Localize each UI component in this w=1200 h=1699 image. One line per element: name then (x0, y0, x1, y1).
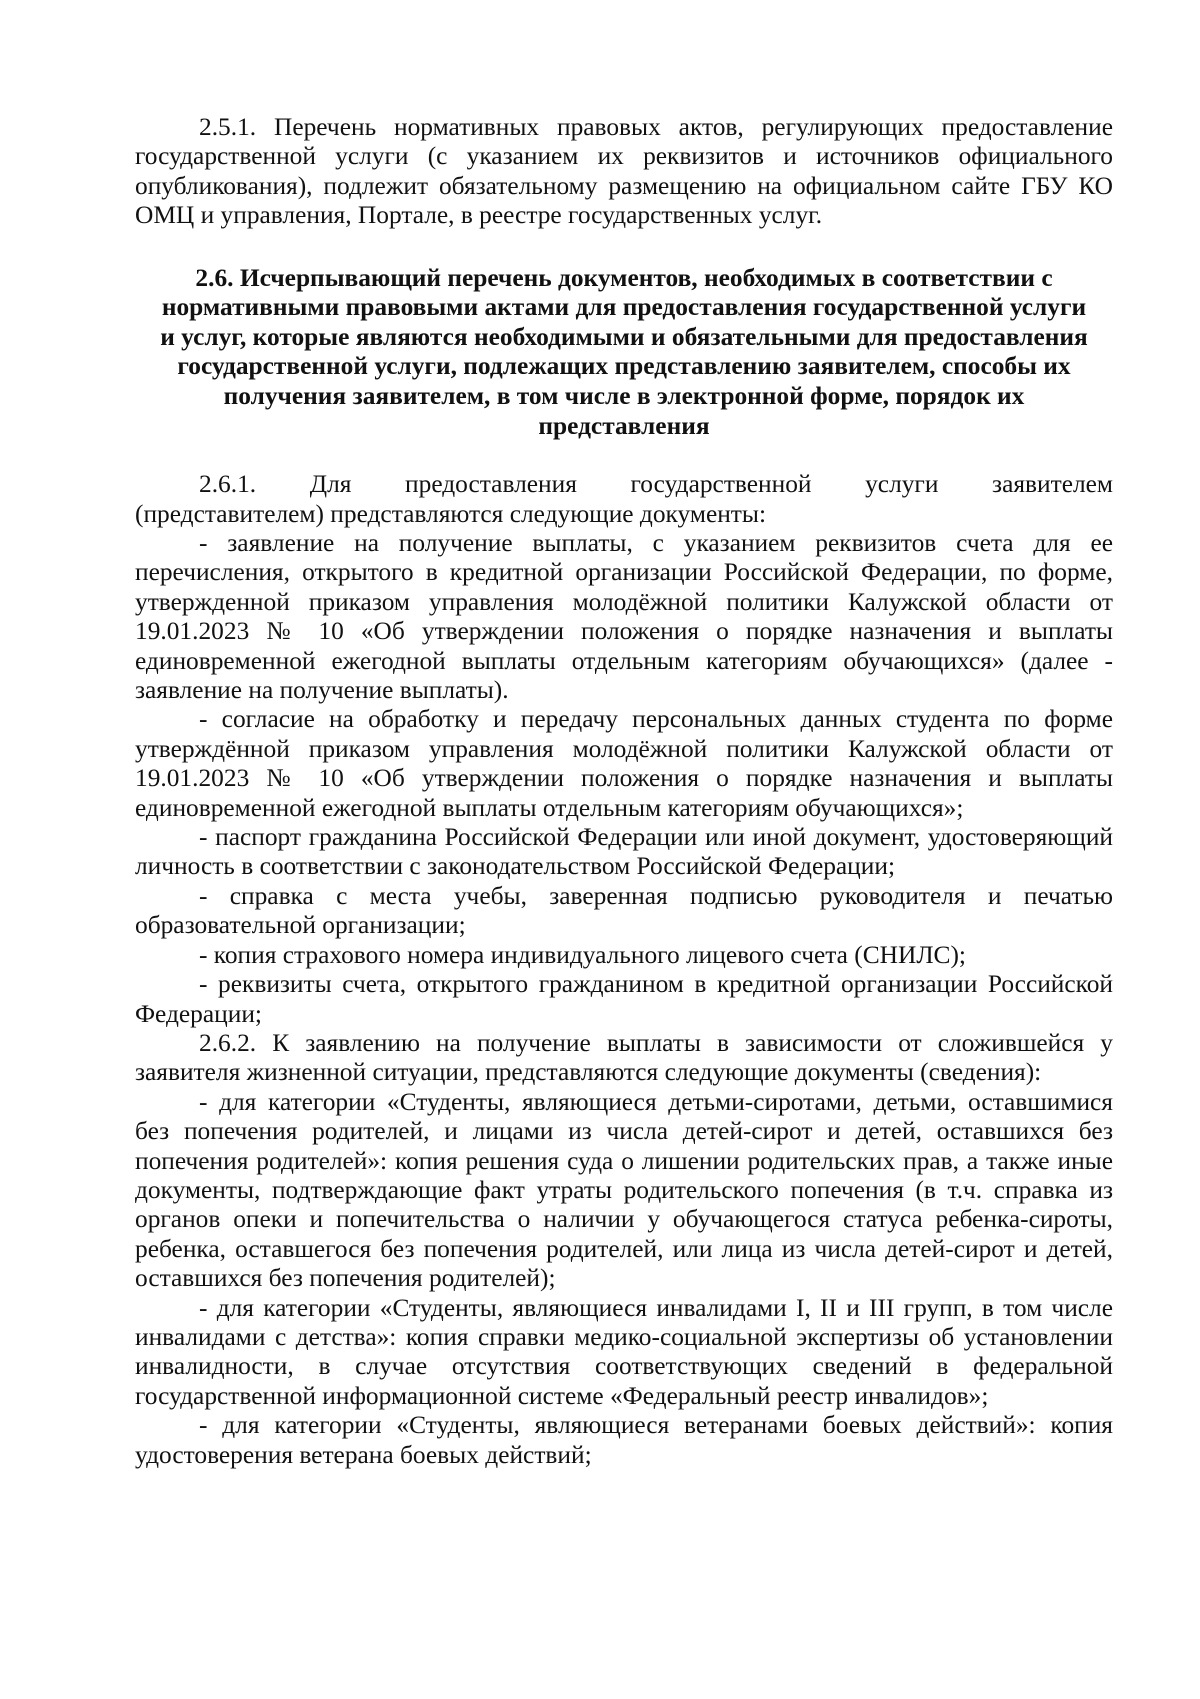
paragraph-2-6-1-intro: 2.6.1. Для предоставления государственной услуги заявителем (199, 470, 1113, 499)
list-item-orphans: - для категории «Студенты, являющиеся детьми-сиротами, детьми, оставшимися без попечения родителей, и лицами из числа детей-сирот и детей, оставшихся без попечения родителей»: копия решения суда о лишении родительских прав, а также иные документы, подтверждающие факт утраты родительского попечения (в т.ч. справка из органов опеки и попечительства о наличии у обучающегося статуса ребенка-сироты, ребенка, оставшегося без попечения родителей, или лица из числа детей-сирот и детей, оставшихся без попечения родителей); (135, 1087, 1113, 1293)
paragraph-2-6-1-continuation: (представителем) представляются следующие документы: (135, 499, 767, 528)
paragraph-2-6-2: 2.6.2. К заявлению на получение выплаты в зависимости от сложившейся у заявителя жизненной ситуации, представляются следующие документы (сведения): (135, 1028, 1113, 1087)
list-item-passport: - паспорт гражданина Российской Федерации или иной документ, удостоверяющий личность в соответствии с законодательством Российской Федерации; (135, 823, 1113, 881)
list-item-snils: - копия страхового номера индивидуального лицевого счета (СНИЛС); (199, 940, 966, 969)
list-item-study-certificate: - справка с места учебы, заверенная подписью руководителя и печатью образовательной организации; (135, 881, 1113, 940)
list-item-application: - заявление на получение выплаты, с указанием реквизитов счета для ее перечисления, открытого в кредитной организации Российской Федерации, по форме, утвержденной приказом управления молодёжной политики Калужской области от 19.01.2023 № 10 «Об утверждении положения о порядке назначения и выплаты единовременной ежегодной выплаты отдельным категориям обучающихся» (далее - заявление на получение выплаты). (135, 529, 1113, 705)
heading-line: получения заявителем, в том числе в электронной форме, порядок их (223, 382, 1025, 410)
heading-line: представления (538, 411, 710, 440)
heading-line: государственной услуги, подлежащих представлению заявителем, способы их (177, 352, 1071, 381)
paragraph-2-5-1: 2.5.1. Перечень нормативных правовых актов, регулирующих предоставление государственной услуги (с указанием их реквизитов и источников официального опубликования), подлежит обязательному размещению на официальном сайте ГБУ КО ОМЦ и управления, Портале, в реестре государственных услуг. (135, 113, 1113, 230)
section-heading-2-6 (135, 264, 1113, 442)
heading-line: 2.6. Исчерпывающий перечень документов, необходимых в соответствии с (195, 263, 1053, 292)
heading-line: и услуг, которые являются необходимыми и обязательными для предоставления (160, 322, 1088, 351)
list-item-veterans: - для категории «Студенты, являющиеся ветеранами боевых действий»: копия удостоверения ветерана боевых действий; (135, 1411, 1113, 1469)
list-item-bank-details: - реквизиты счета, открытого гражданином в кредитной организации Российской Федерации; (135, 970, 1113, 1028)
list-item-consent: - согласие на обработку и передачу персональных данных студента по форме утверждённой приказом управления молодёжной политики Калужской области от 19.01.2023 № 10 «Об утверждении положения о порядке назначения и выплаты единовременной ежегодной выплаты отдельным категориям обучающихся»; (135, 705, 1113, 822)
heading-line: нормативными правовыми актами для предоставления государственной услуги (161, 293, 1087, 322)
document-page (135, 113, 1113, 1470)
list-item-disabled: - для категории «Студенты, являющиеся инвалидами I, II и III групп, в том числе инвалидами с детства»: копия справки медико-социальной экспертизы об установлении инвалидности, в случае отсутствия соответствующих сведений в федеральной государственной информационной системе «Федеральный реестр инвалидов»; (135, 1293, 1113, 1410)
